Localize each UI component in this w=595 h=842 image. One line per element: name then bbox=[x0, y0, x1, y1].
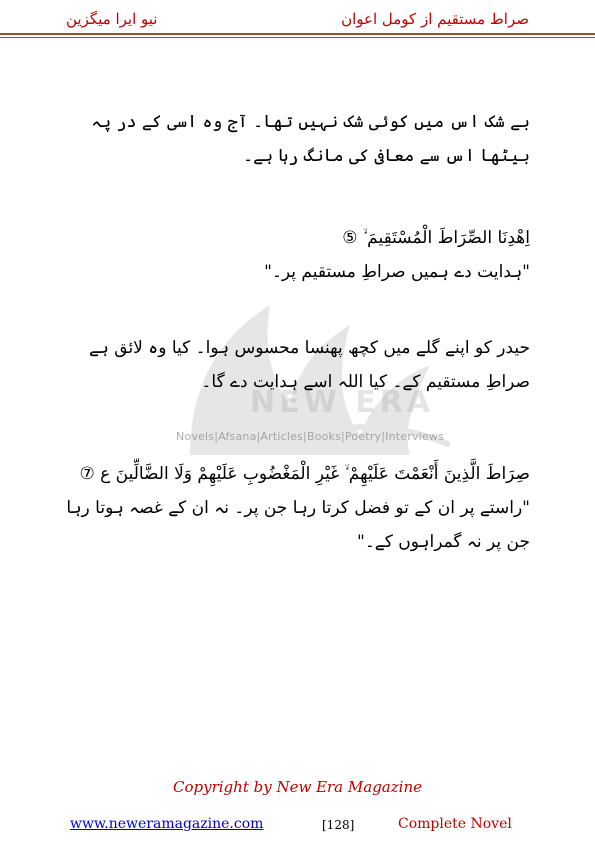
page-number: [128] bbox=[322, 818, 355, 832]
page-footer bbox=[0, 816, 595, 836]
header-rule bbox=[0, 33, 595, 35]
verse-translation: "راستے پر ان کے تو فضل کرتا رہا جن پر۔ نہ ان کے غصہ ہوتا رہا جن پر نہ گمراہوں کے۔" bbox=[66, 498, 530, 552]
page-header bbox=[0, 6, 595, 32]
website-link[interactable]: www.neweramagazine.com bbox=[70, 816, 264, 832]
quran-verse: اِهْدِنَا الصِّرَاطَ الْمُسْتَقِيمَ ۙ ⑤ bbox=[342, 228, 530, 248]
novel-label: Complete Novel bbox=[398, 816, 512, 832]
novel-title: صراط مستقیم از کومل اعوان bbox=[341, 10, 529, 28]
watermark-brand: NEW ERA bbox=[250, 385, 434, 420]
paragraph: حیدر کو اپنے گلے میں کچھ پھنسا محسوس ہوا۔ کیا وہ لائق ہے صراطِ مستقیم کے۔ کیا اللہ اسے ہدایت دے گا۔ bbox=[88, 338, 530, 392]
header-rule-thin bbox=[0, 37, 595, 38]
quran-verse: صِرَاطَ الَّذِينَ أَنْعَمْتَ عَلَيْهِمْ ۙ غَيْرِ الْمَغْضُوبِ عَلَيْهِمْ وَلَا الضَّالِّينَ ع ⑦ bbox=[79, 464, 530, 484]
paragraph: بے شک اس میں کوئی شک نہیں تھا۔ آج وہ اسی کے در پہ بیٹھا اس سے معافی کی مانگ رہا ہے۔ bbox=[91, 112, 530, 166]
watermark-tagline: Novels|Afsana|Articles|Books|Poetry|Interviews bbox=[176, 430, 445, 443]
verse-translation: "ہدایت دے ہمیں صراطِ مستقیم پر۔" bbox=[264, 262, 530, 282]
page-body bbox=[60, 105, 530, 559]
magazine-title: نیو ایرا میگزین bbox=[66, 10, 158, 28]
copyright-notice: Copyright by New Era Magazine bbox=[173, 778, 422, 796]
